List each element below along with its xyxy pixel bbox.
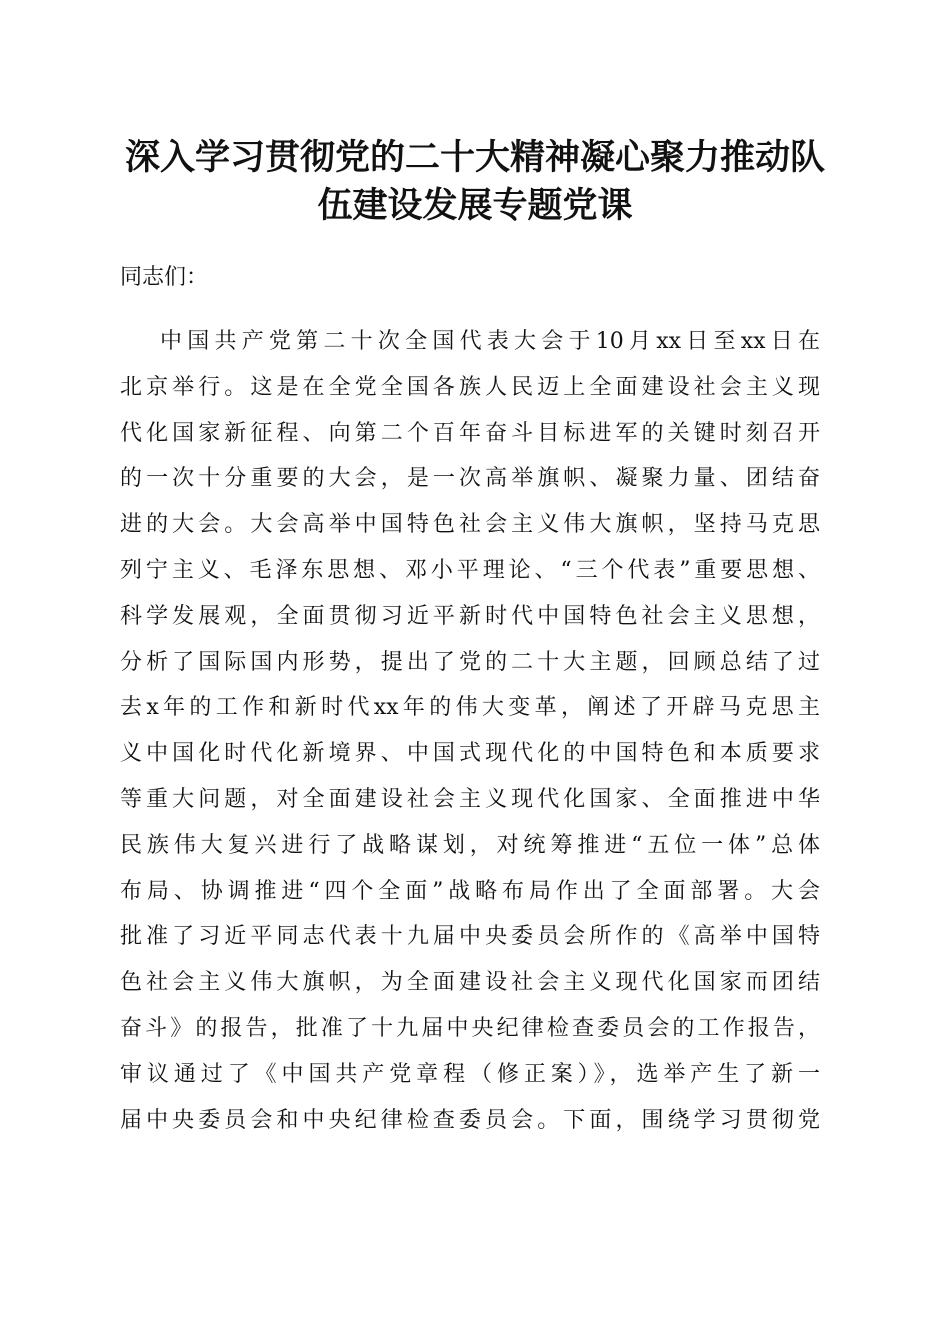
body-line: 等重大问题，对全面建设社会主义现代化国家、全面推进中华 [120,786,820,812]
title-line-1: 深入学习贯彻党的二十大精神凝心聚力推动队 [124,137,825,178]
title-line-2: 伍建设发展专题党课 [317,185,633,226]
body-line: 布局、协调推进“四个全面”战略布局作出了全面部署。大会 [120,878,820,904]
document-title [100,134,850,230]
body-line: 民族伟大复兴进行了战略谋划，对统筹推进“五位一体”总体 [120,832,820,858]
body-line: 列宁主义、毛泽东思想、邓小平理论、“三个代表”重要思想、 [120,557,820,583]
body-line: 奋斗》的报告，批准了十九届中央纪律检查委员会的工作报告， [120,1015,820,1041]
body-line: 批准了习近平同志代表十九届中央委员会所作的《高举中国特 [120,924,820,950]
body-paragraph [120,319,840,1143]
body-line: 去x年的工作和新时代xx年的伟大变革，阐述了开辟马克思主 [120,695,820,721]
body-line: 的一次十分重要的大会，是一次高举旗帜、凝聚力量、团结奋 [120,466,820,492]
body-line: 科学发展观，全面贯彻习近平新时代中国特色社会主义思想， [120,603,820,629]
body-line: 色社会主义伟大旗帜，为全面建设社会主义现代化国家而团结 [120,970,820,996]
greeting: 同志们： [120,265,209,290]
body-line: 审议通过了《中国共产党章程（修正案）》，选举产生了新一 [120,1061,820,1087]
body-line: 代化国家新征程、向第二个百年奋斗目标进军的关键时刻召开 [120,420,820,446]
body-line: 义中国化时代化新境界、中国式现代化的中国特色和本质要求 [120,741,820,767]
body-line: 届中央委员会和中央纪律检查委员会。下面，围绕学习贯彻党 [120,1107,820,1133]
body-line: 中国共产党第二十次全国代表大会于10月xx日至xx日在 [160,329,820,354]
body-line: 北京举行。这是在全党全国各族人民迈上全面建设社会主义现 [120,374,820,400]
body-line: 进的大会。大会高举中国特色社会主义伟大旗帜，坚持马克思 [120,512,820,538]
body-line: 分析了国际国内形势，提出了党的二十大主题，回顾总结了过 [120,649,820,675]
